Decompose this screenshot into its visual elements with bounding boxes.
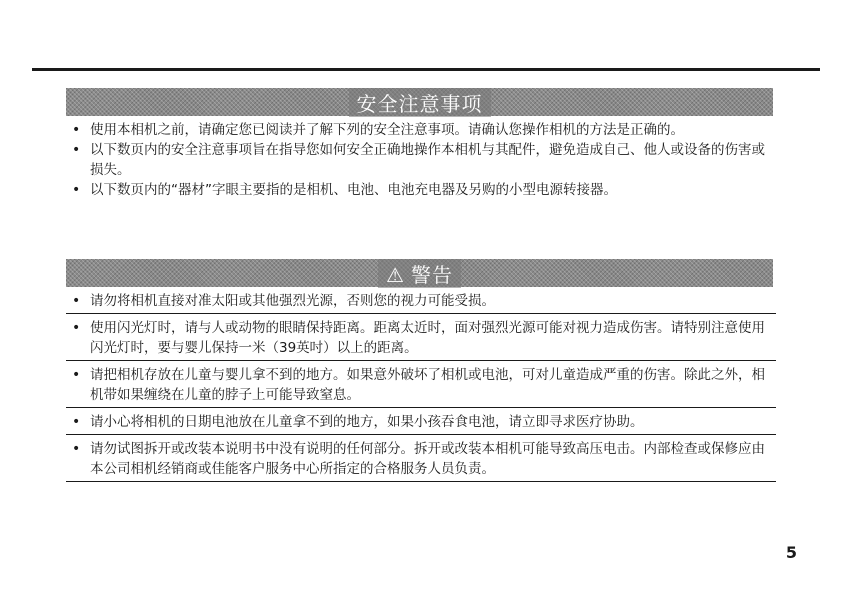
- warning-list: [66, 291, 776, 486]
- safety-item: • 以下数页内的“器材”字眼主要指的是相机、电池、电池充电器及另购的小型电源转接器。: [66, 180, 776, 200]
- warning-item: • 请小心将相机的日期电池放在儿童拿不到的地方，如果小孩吞食电池，请立即寻求医疗协助。: [66, 412, 776, 435]
- safety-banner: [66, 88, 773, 116]
- warning-item: • 请把相机存放在儿童与婴儿拿不到的地方。如果意外破坏了相机或电池，可对儿童造成严重的伤害。除此之外，相机带如果缠绕在儿童的脖子上可能导致窒息。: [66, 365, 776, 408]
- page-number: 5: [785, 543, 797, 562]
- warning-item: • 使用闪光灯时，请与人或动物的眼睛保持距离。距离太近时，面对强烈光源可能对视力造成伤害。请特别注意使用闪光灯时，要与婴儿保持一米（39英吋）以上的距离。: [66, 318, 776, 361]
- warning-title: 警告: [410, 262, 453, 287]
- safety-list: [66, 120, 776, 200]
- safety-title: 安全注意事项: [349, 88, 491, 117]
- safety-item: • 以下数页内的安全注意事项旨在指导您如何安全正确地操作本相机与其配件，避免造成自己、他人或设备的伤害或损失。: [66, 140, 776, 180]
- warning-triangle-icon: ⚠: [386, 262, 405, 287]
- warning-banner: [66, 259, 773, 287]
- safety-item: • 使用本相机之前，请确定您已阅读并了解下列的安全注意事项。请确认您操作相机的方法是正确的。: [66, 120, 776, 140]
- warning-title-group: [378, 259, 461, 288]
- top-rule: [32, 68, 820, 71]
- warning-item: • 请勿将相机直接对准太阳或其他强烈光源，否则您的视力可能受损。: [66, 291, 776, 314]
- warning-item: • 请勿试图拆开或改装本说明书中没有说明的任何部分。拆开或改装本相机可能导致高压电击。内部检查或保修应由本公司相机经销商或佳能客户服务中心所指定的合格服务人员负责。: [66, 439, 776, 482]
